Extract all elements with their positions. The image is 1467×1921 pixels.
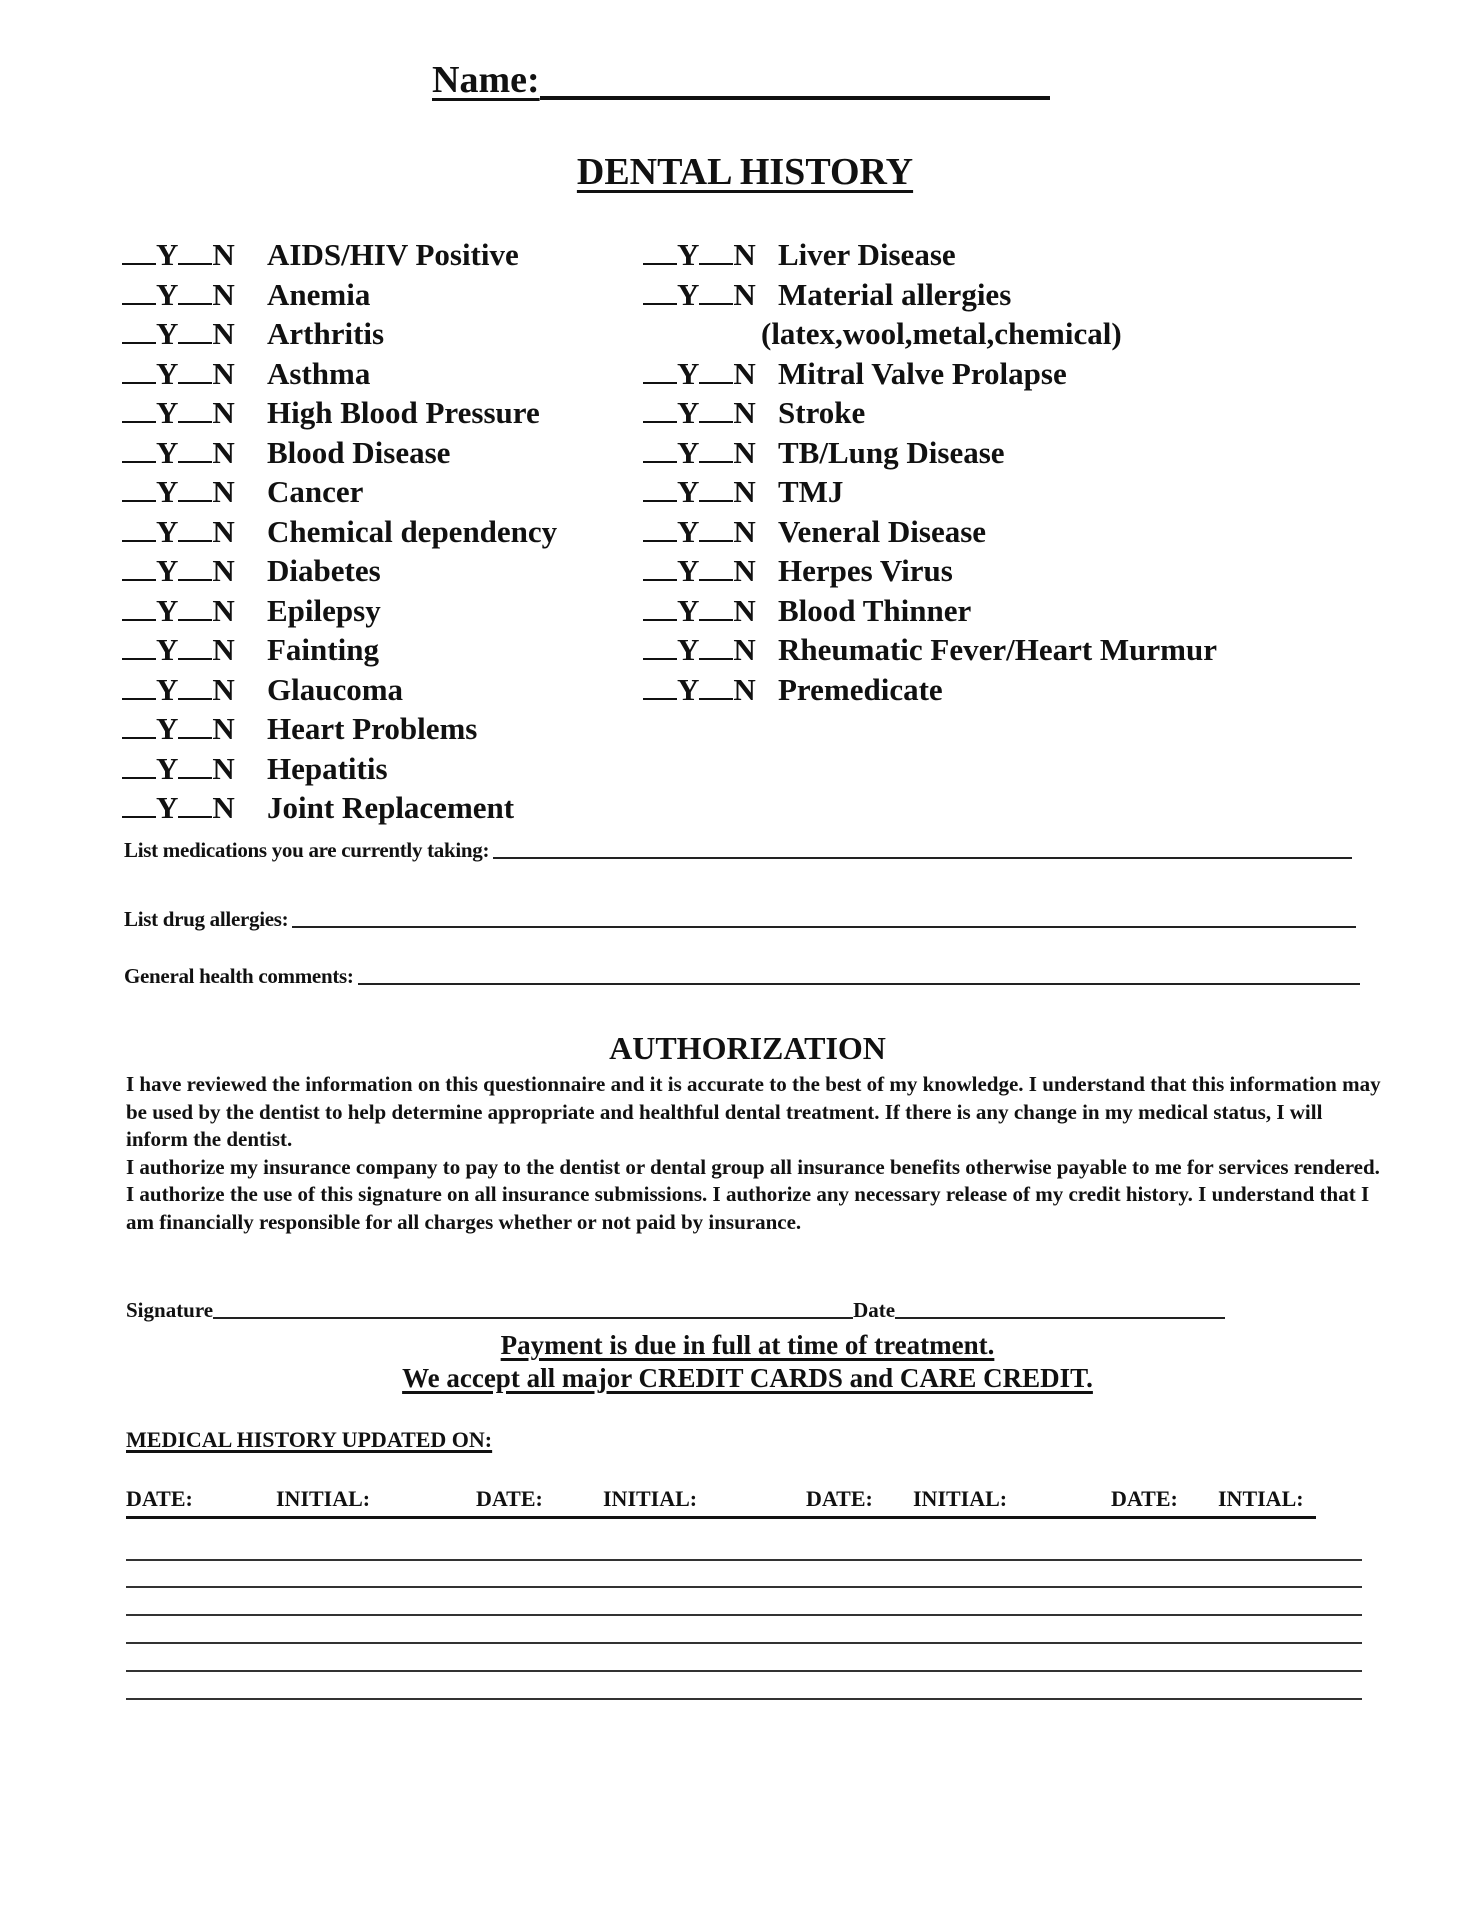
yes-label: Y bbox=[156, 434, 179, 470]
no-label: N bbox=[733, 237, 756, 272]
no-checkbox[interactable] bbox=[699, 539, 733, 542]
condition-row bbox=[643, 356, 1217, 396]
no-label: N bbox=[733, 355, 756, 391]
yes-label: Y bbox=[156, 474, 179, 509]
no-label: N bbox=[212, 711, 235, 746]
credit-notice bbox=[0, 1363, 1467, 1394]
no-label: N bbox=[212, 790, 235, 825]
condition-row bbox=[122, 672, 557, 712]
no-checkbox[interactable] bbox=[699, 302, 733, 305]
yes-checkbox[interactable] bbox=[122, 539, 156, 542]
no-checkbox[interactable] bbox=[178, 420, 212, 423]
condition-label: Arthritis bbox=[267, 316, 385, 351]
condition-label: Glaucoma bbox=[267, 671, 404, 707]
yes-label: Y bbox=[156, 790, 179, 825]
yes-checkbox[interactable] bbox=[643, 578, 677, 581]
health-comments-label: General health comments: bbox=[124, 964, 354, 988]
yes-label: Y bbox=[156, 711, 179, 746]
column-initial: INITIAL: bbox=[603, 1486, 698, 1511]
yes-label: Y bbox=[677, 434, 700, 470]
condition-label: Material allergies bbox=[778, 276, 1012, 312]
no-label: N bbox=[212, 671, 235, 707]
no-label: N bbox=[212, 553, 235, 588]
yes-checkbox[interactable] bbox=[122, 499, 156, 502]
no-checkbox[interactable] bbox=[699, 657, 733, 660]
column-date: DATE: bbox=[126, 1486, 193, 1511]
no-checkbox[interactable] bbox=[699, 381, 733, 384]
authorization-paragraph: I authorize the use of this signature on all insurance submissions. I authorize any necessary release of my credit history. I understand that I am financially responsible for all charges whether or not paid by insurance. bbox=[126, 1182, 1370, 1234]
no-label: N bbox=[212, 592, 235, 628]
yes-label: Y bbox=[156, 750, 179, 786]
no-checkbox[interactable] bbox=[178, 341, 212, 344]
yes-checkbox[interactable] bbox=[643, 460, 677, 463]
no-label: N bbox=[212, 395, 235, 430]
column-date: DATE: bbox=[806, 1486, 873, 1511]
yes-label: Y bbox=[677, 395, 700, 430]
signature-input-line[interactable] bbox=[213, 1317, 853, 1319]
condition-label: Anemia bbox=[267, 276, 371, 312]
no-label: N bbox=[733, 474, 756, 509]
authorization-paragraph: I authorize my insurance company to pay to the dentist or dental group all insurance benefits otherwise payable to me for services rendered. bbox=[126, 1154, 1380, 1179]
condition-row bbox=[643, 632, 1217, 672]
yes-checkbox[interactable] bbox=[643, 381, 677, 384]
condition-row bbox=[122, 711, 557, 751]
payment-notice bbox=[0, 1330, 1467, 1361]
yes-label: Y bbox=[677, 474, 700, 509]
no-checkbox[interactable] bbox=[178, 499, 212, 502]
yes-label: Y bbox=[156, 237, 179, 272]
yes-checkbox[interactable] bbox=[643, 499, 677, 502]
condition-row bbox=[122, 435, 557, 475]
health-comments-input-line[interactable] bbox=[358, 982, 1360, 985]
date-input-line[interactable] bbox=[895, 1317, 1225, 1319]
condition-row bbox=[122, 593, 557, 633]
no-label: N bbox=[212, 632, 235, 667]
no-checkbox[interactable] bbox=[178, 657, 212, 660]
no-checkbox[interactable] bbox=[699, 420, 733, 423]
yes-checkbox[interactable] bbox=[122, 460, 156, 463]
condition-row bbox=[122, 237, 557, 277]
conditions-left-column bbox=[122, 237, 557, 830]
no-checkbox[interactable] bbox=[699, 499, 733, 502]
date-label: Date bbox=[853, 1298, 896, 1322]
yes-checkbox[interactable] bbox=[643, 302, 677, 305]
column-initial: INITIAL: bbox=[913, 1486, 1008, 1511]
condition-row bbox=[122, 514, 557, 554]
condition-row bbox=[122, 632, 557, 672]
no-checkbox[interactable] bbox=[178, 302, 212, 305]
yes-checkbox[interactable] bbox=[122, 618, 156, 621]
column-date: DATE: bbox=[476, 1486, 543, 1511]
yes-label: Y bbox=[156, 355, 179, 391]
yes-label: Y bbox=[677, 237, 700, 272]
yes-label: Y bbox=[677, 276, 700, 312]
no-checkbox[interactable] bbox=[178, 460, 212, 463]
no-label: N bbox=[733, 592, 756, 628]
yes-checkbox[interactable] bbox=[643, 420, 677, 423]
yes-label: Y bbox=[677, 671, 700, 707]
no-label: N bbox=[212, 316, 235, 351]
yes-label: Y bbox=[677, 592, 700, 628]
yes-label: Y bbox=[677, 513, 700, 549]
credit-line: We accept all major CREDIT CARDS and CARE CREDIT. bbox=[402, 1363, 1093, 1393]
yes-checkbox[interactable] bbox=[122, 736, 156, 739]
medications-label: List medications you are currently taking: bbox=[124, 838, 490, 862]
update-entry-line[interactable] bbox=[126, 1697, 1362, 1700]
yes-checkbox[interactable] bbox=[643, 262, 677, 265]
no-label: N bbox=[733, 632, 756, 667]
yes-checkbox[interactable] bbox=[122, 815, 156, 818]
column-initial: INITIAL: bbox=[276, 1486, 371, 1511]
yes-checkbox[interactable] bbox=[122, 776, 156, 779]
condition-label: Blood Disease bbox=[267, 434, 451, 470]
no-checkbox[interactable] bbox=[178, 776, 212, 779]
condition-row bbox=[122, 395, 557, 435]
no-label: N bbox=[733, 395, 756, 430]
no-label: N bbox=[212, 237, 235, 272]
name-field[interactable] bbox=[432, 58, 1050, 102]
material-allergies-note: (latex,wool,metal,chemical) bbox=[761, 316, 1122, 351]
yes-checkbox[interactable] bbox=[122, 381, 156, 384]
yes-label: Y bbox=[156, 395, 179, 430]
payment-line: Payment is due in full at time of treatment. bbox=[500, 1330, 995, 1360]
column-date: DATE: bbox=[1111, 1486, 1178, 1511]
yes-checkbox[interactable] bbox=[643, 697, 677, 700]
no-checkbox[interactable] bbox=[699, 460, 733, 463]
yes-checkbox[interactable] bbox=[122, 341, 156, 344]
condition-row bbox=[122, 751, 557, 791]
drug-allergies-input-line[interactable] bbox=[292, 925, 1356, 928]
no-checkbox[interactable] bbox=[178, 578, 212, 581]
yes-checkbox[interactable] bbox=[122, 578, 156, 581]
condition-row bbox=[643, 474, 1217, 514]
condition-label: TB/Lung Disease bbox=[778, 434, 1005, 470]
condition-row bbox=[122, 277, 557, 317]
yes-label: Y bbox=[677, 632, 700, 667]
medications-field[interactable] bbox=[124, 838, 1352, 863]
yes-label: Y bbox=[156, 553, 179, 588]
name-input-line[interactable] bbox=[540, 95, 1050, 100]
no-checkbox[interactable] bbox=[178, 381, 212, 384]
no-checkbox[interactable] bbox=[178, 736, 212, 739]
condition-row bbox=[122, 553, 557, 593]
condition-label: Herpes Virus bbox=[778, 553, 953, 588]
condition-row bbox=[122, 790, 557, 830]
health-comments-field[interactable] bbox=[124, 964, 1360, 989]
condition-label: Asthma bbox=[267, 355, 371, 391]
yes-checkbox[interactable] bbox=[122, 657, 156, 660]
condition-row bbox=[643, 553, 1217, 593]
condition-label: TMJ bbox=[778, 474, 844, 509]
yes-label: Y bbox=[156, 671, 179, 707]
no-checkbox[interactable] bbox=[699, 578, 733, 581]
condition-label: Chemical dependency bbox=[267, 513, 558, 549]
update-entry-line[interactable] bbox=[126, 1641, 1362, 1644]
yes-checkbox[interactable] bbox=[122, 262, 156, 265]
condition-row bbox=[122, 316, 557, 356]
yes-label: Y bbox=[677, 355, 700, 391]
no-label: N bbox=[733, 671, 756, 707]
condition-row bbox=[643, 395, 1217, 435]
update-entry-line[interactable] bbox=[126, 1585, 1362, 1588]
yes-label: Y bbox=[156, 513, 179, 549]
condition-label: AIDS/HIV Positive bbox=[267, 237, 519, 272]
no-checkbox[interactable] bbox=[699, 618, 733, 621]
drug-allergies-label: List drug allergies: bbox=[124, 907, 289, 931]
condition-row bbox=[643, 237, 1217, 277]
update-entry-line[interactable] bbox=[126, 1669, 1362, 1672]
yes-label: Y bbox=[156, 592, 179, 628]
condition-label: Hepatitis bbox=[267, 750, 388, 786]
condition-label: Epilepsy bbox=[267, 592, 381, 628]
yes-checkbox[interactable] bbox=[122, 420, 156, 423]
no-label: N bbox=[733, 513, 756, 549]
condition-label: Premedicate bbox=[778, 671, 943, 707]
no-checkbox[interactable] bbox=[178, 697, 212, 700]
condition-row bbox=[643, 435, 1217, 475]
yes-checkbox[interactable] bbox=[643, 618, 677, 621]
authorization-paragraph: I have reviewed the information on this questionnaire and it is accurate to the best of my knowledge. I understand that this information may be used by the dentist to help determine appropriate and healthful dental treatment. If there is any change in my medical status, I will inform the dentist. bbox=[126, 1072, 1381, 1151]
authorization-title: AUTHORIZATION bbox=[609, 1030, 886, 1066]
yes-label: Y bbox=[156, 316, 179, 351]
condition-label: Diabetes bbox=[267, 553, 381, 588]
page-title: DENTAL HISTORY bbox=[576, 151, 914, 193]
condition-row bbox=[643, 514, 1217, 554]
no-label: N bbox=[212, 276, 235, 312]
condition-label: Liver Disease bbox=[778, 237, 956, 272]
no-checkbox[interactable] bbox=[178, 262, 212, 265]
medications-input-line[interactable] bbox=[493, 856, 1352, 859]
no-checkbox[interactable] bbox=[178, 815, 212, 818]
yes-checkbox[interactable] bbox=[122, 697, 156, 700]
no-label: N bbox=[212, 474, 235, 509]
condition-row bbox=[643, 277, 1217, 317]
no-checkbox[interactable] bbox=[699, 697, 733, 700]
no-checkbox[interactable] bbox=[178, 539, 212, 542]
condition-label: Veneral Disease bbox=[778, 513, 987, 549]
no-checkbox[interactable] bbox=[178, 618, 212, 621]
yes-checkbox[interactable] bbox=[643, 539, 677, 542]
signature-row bbox=[126, 1298, 1225, 1323]
condition-label: Fainting bbox=[267, 632, 379, 667]
update-entry-line[interactable] bbox=[126, 1613, 1362, 1616]
condition-label: Blood Thinner bbox=[778, 592, 972, 628]
no-label: N bbox=[212, 513, 235, 549]
condition-label: Mitral Valve Prolapse bbox=[778, 355, 1067, 391]
yes-label: Y bbox=[677, 553, 700, 588]
condition-label: High Blood Pressure bbox=[267, 395, 540, 430]
yes-checkbox[interactable] bbox=[122, 302, 156, 305]
update-entry-line[interactable] bbox=[126, 1558, 1362, 1561]
no-checkbox[interactable] bbox=[699, 262, 733, 265]
condition-row bbox=[643, 593, 1217, 633]
column-initial: INTIAL: bbox=[1218, 1486, 1304, 1511]
yes-checkbox[interactable] bbox=[643, 657, 677, 660]
no-label: N bbox=[212, 355, 235, 391]
no-label: N bbox=[733, 553, 756, 588]
condition-label: Stroke bbox=[778, 395, 866, 430]
no-label: N bbox=[733, 276, 756, 312]
condition-label: Joint Replacement bbox=[267, 790, 515, 825]
condition-row bbox=[122, 474, 557, 514]
condition-row bbox=[122, 356, 557, 396]
yes-label: Y bbox=[156, 632, 179, 667]
name-label: Name: bbox=[432, 59, 540, 101]
condition-row bbox=[643, 672, 1217, 712]
conditions-right-column bbox=[643, 237, 1217, 711]
signature-label: Signature bbox=[126, 1298, 214, 1322]
no-label: N bbox=[212, 434, 235, 470]
condition-label: Cancer bbox=[267, 474, 364, 509]
no-label: N bbox=[212, 750, 235, 786]
yes-label: Y bbox=[156, 276, 179, 312]
condition-label: Heart Problems bbox=[267, 711, 478, 746]
authorization-text bbox=[126, 1071, 1386, 1236]
no-label: N bbox=[733, 434, 756, 470]
updates-heading: MEDICAL HISTORY UPDATED ON: bbox=[126, 1427, 493, 1452]
updates-header-row bbox=[126, 1486, 1316, 1519]
condition-label: Rheumatic Fever/Heart Murmur bbox=[778, 632, 1218, 667]
drug-allergies-field[interactable] bbox=[124, 907, 1356, 932]
